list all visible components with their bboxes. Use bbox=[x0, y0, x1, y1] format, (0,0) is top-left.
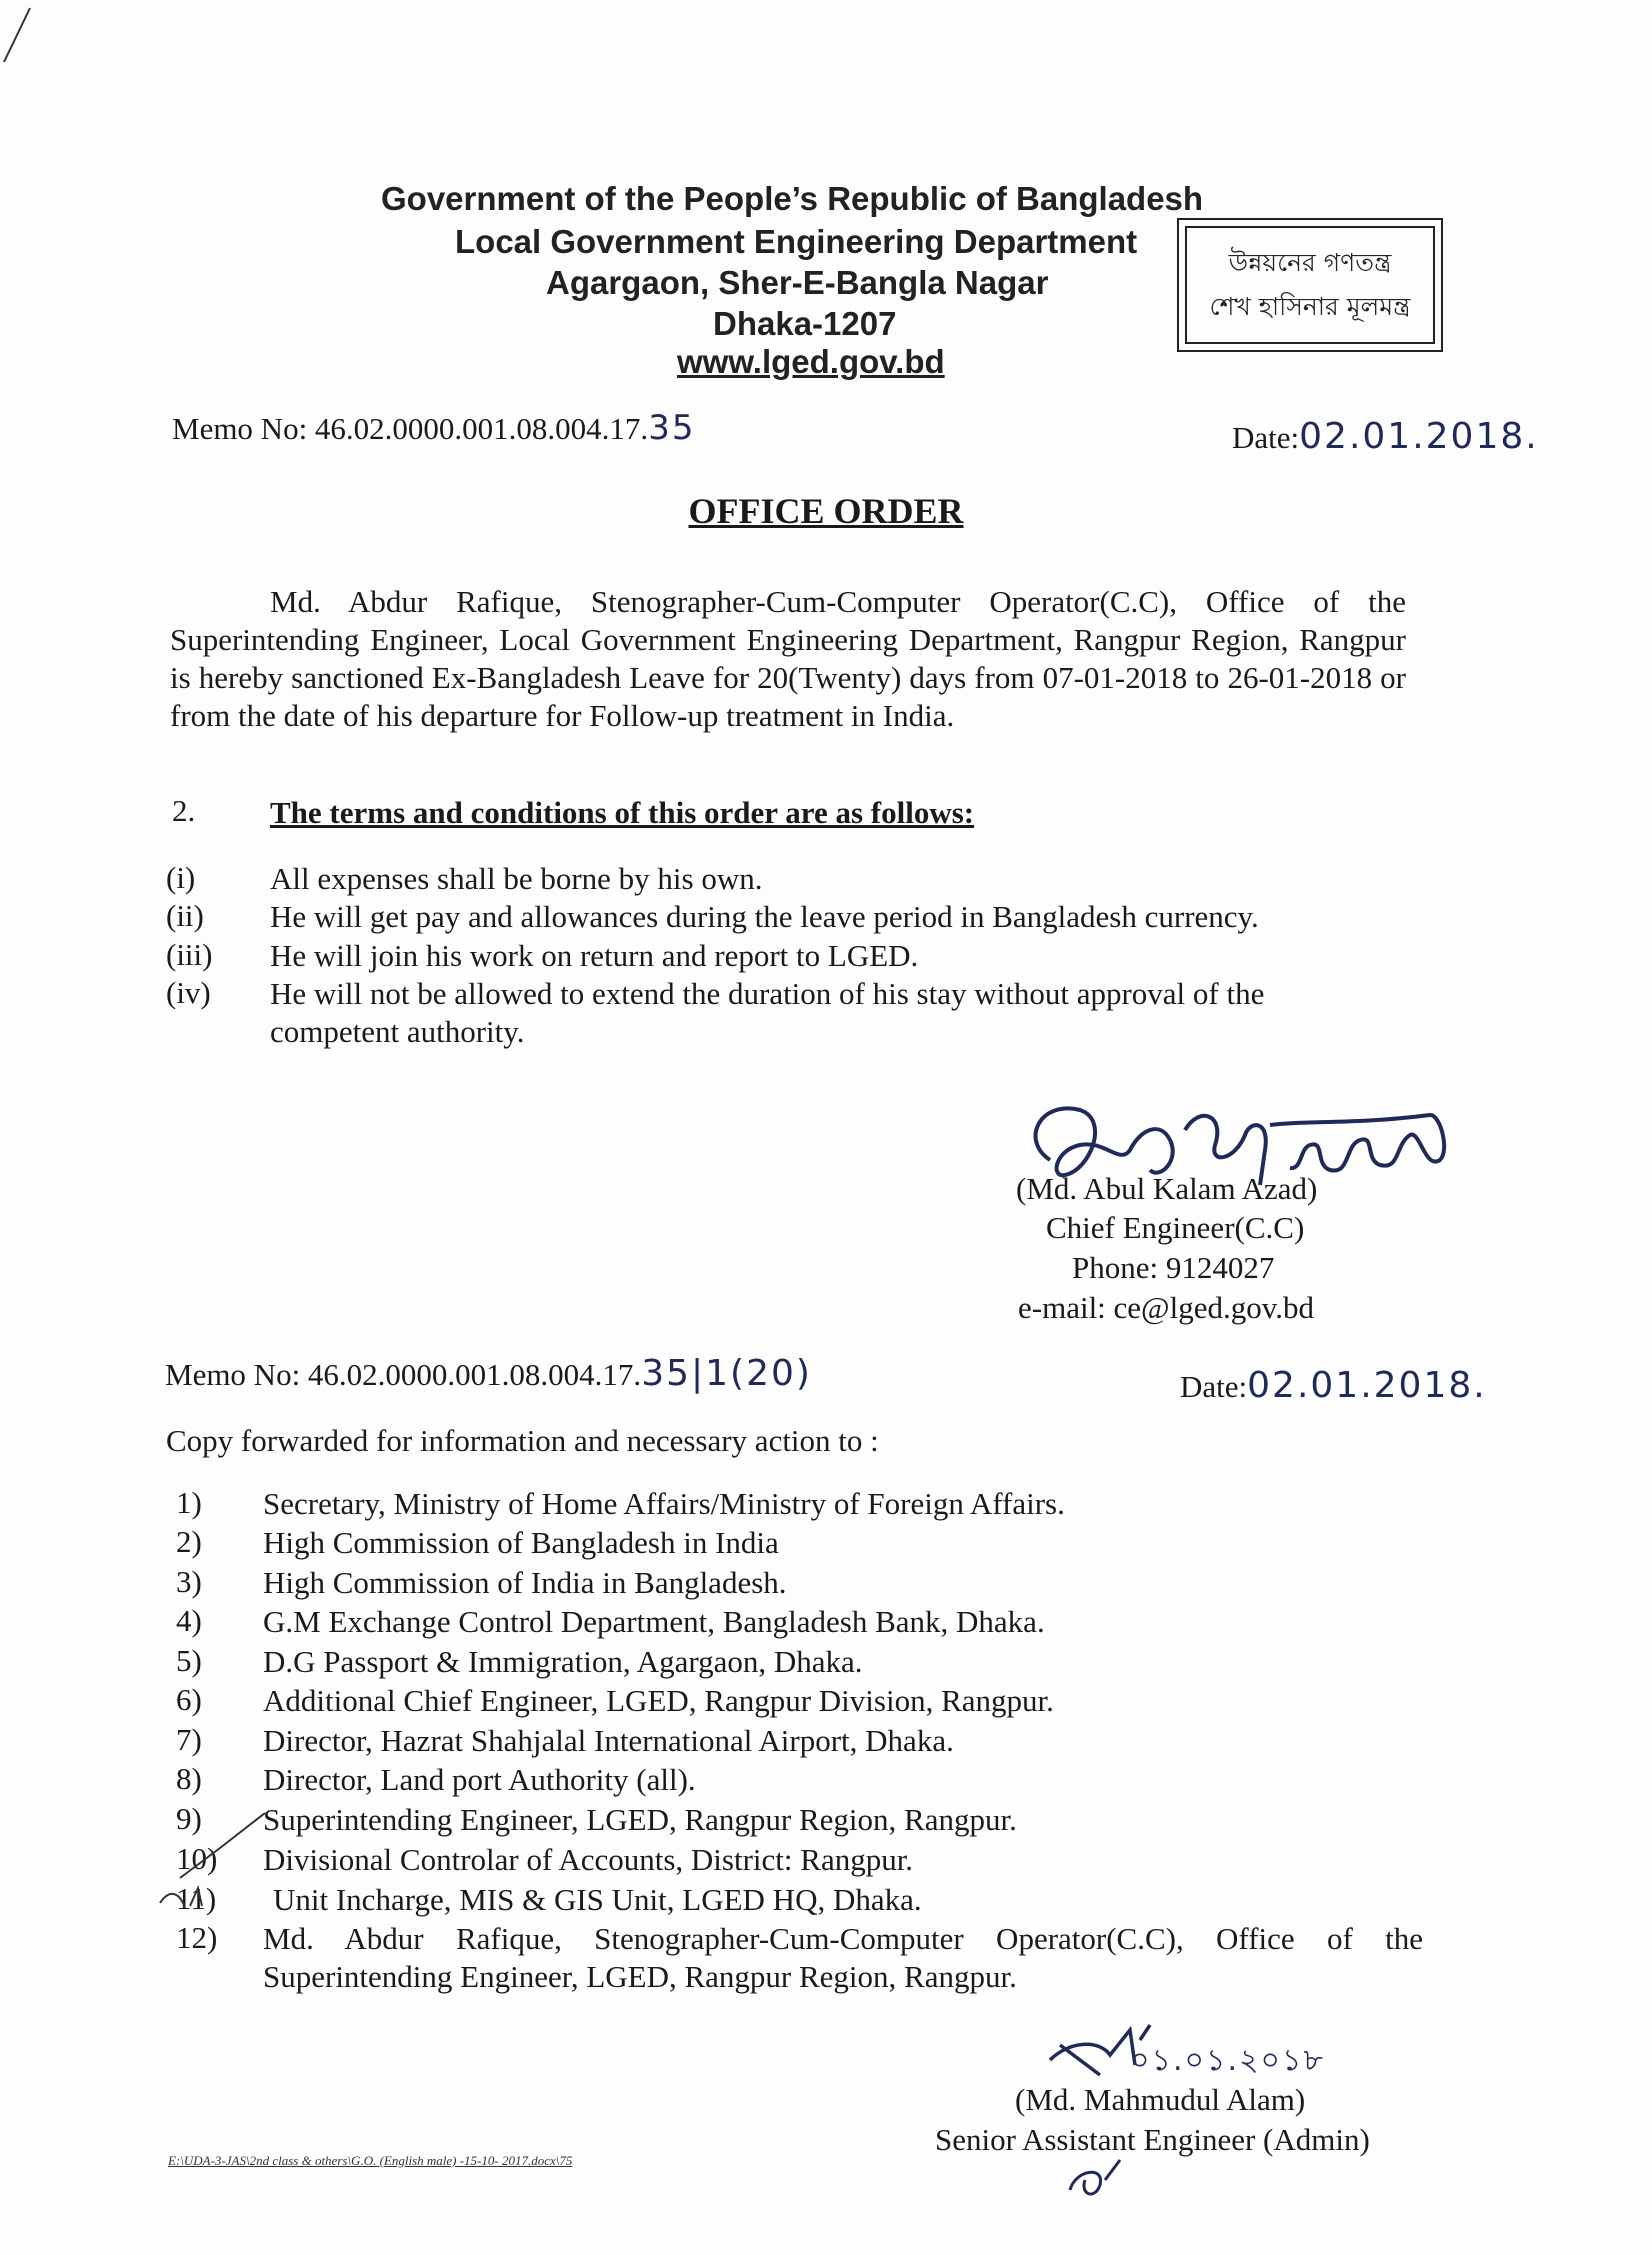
signatory2-designation: Senior Assistant Engineer (Admin) bbox=[935, 2122, 1370, 2157]
recipient-number: 8) bbox=[176, 1761, 202, 1796]
office-order-title: OFFICE ORDER bbox=[688, 491, 964, 531]
header-city: Dhaka-1207 bbox=[713, 305, 897, 342]
slogan-stamp bbox=[1177, 218, 1443, 352]
signatory1-email: e-mail: ce@lged.gov.bd bbox=[1018, 1290, 1314, 1325]
date-label-2: Date: bbox=[1180, 1369, 1248, 1404]
signatory2-name: (Md. Mahmudul Alam) bbox=[1015, 2082, 1306, 2117]
term-text: All expenses shall be borne by his own. bbox=[270, 861, 763, 896]
recipient-text: Divisional Controlar of Accounts, District: Rangpur. bbox=[263, 1842, 914, 1877]
header-department: Local Government Engineering Department bbox=[455, 223, 1138, 260]
initial-scribble bbox=[1060, 2150, 1130, 2210]
memo-date-1 bbox=[1232, 416, 1539, 457]
recipient-text: Superintending Engineer, LGED, Rangpur Region, Rangpur. bbox=[263, 1802, 1017, 1837]
memo-number-1 bbox=[172, 408, 695, 448]
date-handwritten-1: 02.01.2018. bbox=[1299, 416, 1539, 457]
recipient-number: 7) bbox=[176, 1722, 202, 1757]
header-website: www.lged.gov.bd bbox=[677, 343, 945, 380]
memo-handwritten-2: 35|1(20) bbox=[641, 1353, 812, 1394]
recipient-text: Md. Abdur Rafique, Stenographer-Cum-Computer Operator(C.C), Office of the Superintending Engineer, LGED, Rangpur Region, Rangpur. bbox=[263, 1921, 1423, 1994]
stamp-line-2: শেখ হাসিনার মূলমন্ত্র bbox=[1209, 292, 1411, 321]
recipient-text: Unit Incharge, MIS & GIS Unit, LGED HQ, Dhaka. bbox=[273, 1882, 922, 1917]
term-text: He will not be allowed to extend the duration of his stay without approval of the competent authority. bbox=[270, 976, 1265, 1049]
term-text: He will join his work on return and report to LGED. bbox=[270, 938, 919, 973]
memo-date-2 bbox=[1180, 1365, 1487, 1406]
recipient-number: 3) bbox=[176, 1564, 202, 1599]
footer-file-path: E:\UDA-3-JAS\2nd class & others\G.O. (English male) -15-10- 2017.docx\75 bbox=[168, 2153, 573, 2168]
recipient-number: 1) bbox=[176, 1485, 202, 1520]
recipient-text: High Commission of India in Bangladesh. bbox=[263, 1565, 787, 1600]
recipient-number: 10) bbox=[176, 1841, 218, 1876]
body-paragraph bbox=[170, 583, 1406, 735]
memo-label-2: Memo No: 46.02.0000.001.08.004.17. bbox=[165, 1357, 642, 1392]
section-number: 2. bbox=[172, 793, 196, 828]
recipient-text: High Commission of Bangladesh in India bbox=[263, 1525, 779, 1560]
term-text: He will get pay and allowances during the leave period in Bangladesh currency. bbox=[270, 899, 1259, 934]
memo-handwritten-1: 35 bbox=[648, 408, 696, 448]
section-heading: The terms and conditions of this order are as follows: bbox=[270, 795, 975, 830]
recipient-number: 4) bbox=[176, 1603, 202, 1638]
recipient-text: Director, Hazrat Shahjalal International Airport, Dhaka. bbox=[263, 1723, 954, 1758]
recipient-text: Additional Chief Engineer, LGED, Rangpur Division, Rangpur. bbox=[263, 1683, 1054, 1718]
signatory1-designation: Chief Engineer(C.C) bbox=[1046, 1210, 1305, 1245]
memo-label-1: Memo No: 46.02.0000.001.08.004.17. bbox=[172, 411, 649, 446]
recipient-text: G.M Exchange Control Department, Bangladesh Bank, Dhaka. bbox=[263, 1604, 1045, 1639]
corner-pen-mark bbox=[0, 0, 40, 70]
recipient-number: 11) bbox=[176, 1881, 217, 1916]
recipient-number: 9) bbox=[176, 1801, 202, 1836]
recipient-number: 2) bbox=[176, 1524, 202, 1559]
stamp-line-1: উন্নয়নের গণতন্ত্র bbox=[1228, 248, 1392, 277]
recipient-number: 5) bbox=[176, 1643, 202, 1678]
signatory1-phone: Phone: 9124027 bbox=[1072, 1250, 1275, 1285]
pen-tick-marks bbox=[150, 1808, 280, 1918]
term-label: (iii) bbox=[166, 937, 213, 972]
header-address: Agargaon, Sher-E-Bangla Nagar bbox=[546, 264, 1049, 301]
recipient-number: 6) bbox=[176, 1682, 202, 1717]
term-label: (i) bbox=[166, 860, 196, 895]
body-paragraph-text: Md. Abdur Rafique, Stenographer-Cum-Computer Operator(C.C), Office of the Superintending Engineer, Local Government Engineering Department, Rangpur Region, Rangpur is hereby sanctioned Ex-Bangladesh Leave for 20(Twenty) days from 07-01-2018 to 26-01-2018 or from the date of his departure for Follow-up treatment in India. bbox=[170, 584, 1406, 733]
recipient-text: D.G Passport & Immigration, Agargaon, Dhaka. bbox=[263, 1644, 863, 1679]
date-handwritten-2: 02.01.2018. bbox=[1247, 1365, 1487, 1406]
date-label-1: Date: bbox=[1232, 420, 1300, 455]
term-label: (iv) bbox=[166, 975, 211, 1010]
signatory1-name: (Md. Abul Kalam Azad) bbox=[1016, 1171, 1318, 1206]
recipient-text: Director, Land port Authority (all). bbox=[263, 1762, 696, 1797]
copy-forwarded-intro: Copy forwarded for information and necessary action to : bbox=[166, 1423, 879, 1458]
recipient-text: Secretary, Ministry of Home Affairs/Ministry of Foreign Affairs. bbox=[263, 1486, 1065, 1521]
term-label: (ii) bbox=[166, 898, 204, 933]
header-government: Government of the People’s Republic of Bangladesh bbox=[381, 180, 1204, 217]
memo-number-2 bbox=[165, 1353, 812, 1394]
signatory2-handwritten-date: ০১.০১.২০১৮ bbox=[1130, 2043, 1325, 2078]
recipient-number: 12) bbox=[176, 1920, 218, 1955]
